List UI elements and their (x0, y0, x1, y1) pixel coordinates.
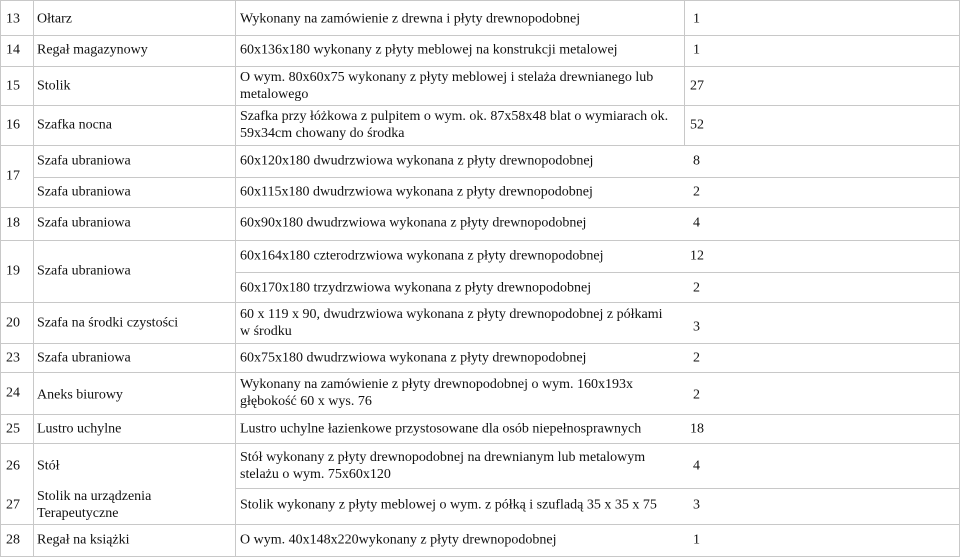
item-quantity: 1 (693, 42, 700, 58)
row-divider (0, 240, 960, 241)
item-quantity: 1 (693, 11, 700, 27)
item-name: Szafa na środki czystości (37, 315, 179, 331)
item-description: 60x136x180 wykonany z płyty meblowej na konstrukcji metalowej (240, 42, 618, 58)
item-name: Szafa ubraniowa (37, 350, 131, 366)
item-name: Lustro uchylne (37, 421, 122, 437)
row-number: 19 (6, 263, 20, 279)
item-name: Szafa ubraniowa (37, 184, 131, 200)
row-divider (0, 35, 960, 36)
row-number: 15 (6, 78, 20, 94)
item-description: 60 x 119 x 90, dwudrzwiowa wykonana z płyty drewnopodobnej z półkami w środku (240, 307, 663, 339)
column-divider (235, 0, 236, 557)
row-divider (235, 488, 960, 489)
row-divider (0, 207, 960, 208)
item-name: Regał na książki (37, 532, 130, 548)
row-number: 20 (6, 315, 20, 331)
row-divider (235, 272, 960, 273)
item-quantity: 27 (690, 78, 704, 94)
item-description: O wym. 80x60x75 wykonany z płyty meblowej i stelaża drewnianego lub metalowego (240, 70, 654, 102)
item-quantity: 2 (693, 350, 700, 366)
item-description: Wykonany na zamówienie z drewna i płyty drewnopodobnej (240, 11, 581, 27)
column-divider (684, 0, 685, 145)
item-name: Aneks biurowy (37, 387, 123, 403)
item-description: O wym. 40x148x220wykonany z płyty drewnopodobnej (240, 532, 557, 548)
item-description: Szafka przy łóżkowa z pulpitem o wym. ok. 87x58x48 blat o wymiarach ok. 59x34cm chowany do środka (240, 109, 669, 141)
row-divider (0, 105, 960, 106)
item-quantity: 2 (693, 184, 700, 200)
row-divider (0, 414, 960, 415)
item-quantity: 52 (690, 117, 704, 133)
item-name: Szafka nocna (37, 117, 113, 133)
item-quantity: 12 (690, 248, 704, 264)
row-number: 26 (6, 458, 20, 474)
row-number: 16 (6, 117, 20, 133)
row-number: 27 (6, 497, 20, 513)
row-number: 23 (6, 350, 20, 366)
item-description: 60x120x180 dwudrzwiowa wykonana z płyty drewnopodobnej (240, 153, 594, 169)
row-divider (0, 145, 960, 146)
row-number: 18 (6, 215, 20, 231)
item-quantity: 2 (693, 280, 700, 296)
row-divider (33, 177, 960, 178)
item-name: Stół (37, 458, 60, 474)
item-quantity: 8 (693, 153, 700, 169)
item-description: Stół wykonany z płyty drewnopodobnej na drewnianym lub metalowym stelażu o wym. 75x60x120 (240, 450, 646, 482)
item-quantity: 4 (693, 215, 700, 231)
item-name: Ołtarz (37, 11, 72, 27)
item-description: 60x170x180 trzydrzwiowa wykonana z płyty drewnopodobnej (240, 280, 592, 296)
row-number: 13 (6, 11, 20, 27)
item-quantity: 18 (690, 421, 704, 437)
item-description: Wykonany na zamówienie z płyty drewnopodobnej o wym. 160x193x głębokość 60 x wys. 76 (240, 377, 634, 409)
item-quantity: 3 (693, 319, 700, 335)
item-description: Stolik wykonany z płyty meblowej o wym. z półką i szufladą 35 x 35 x 75 (240, 497, 657, 513)
item-description: 60x75x180 dwudrzwiowa wykonana z płyty drewnopodobnej (240, 350, 587, 366)
column-divider (0, 0, 1, 557)
item-description: 60x115x180 dwudrzwiowa wykonana z płyty drewnopodobnej (240, 184, 593, 200)
row-divider (0, 443, 960, 444)
column-divider (33, 0, 34, 557)
row-divider (0, 343, 960, 344)
item-quantity: 2 (693, 387, 700, 403)
item-description: Lustro uchylne łazienkowe przystosowane dla osób niepełnosprawnych (240, 421, 642, 437)
item-name: Szafa ubraniowa (37, 215, 131, 231)
row-number: 28 (6, 532, 20, 548)
row-divider (0, 0, 960, 1)
row-number: 25 (6, 421, 20, 437)
row-divider (0, 66, 960, 67)
item-name: Stolik na urządzenia Terapeutyczne (37, 489, 152, 521)
row-number: 24 (6, 385, 20, 401)
row-divider (0, 524, 960, 525)
item-description: 60x164x180 czterodrzwiowa wykonana z płyty drewnopodobnej (240, 248, 604, 264)
row-number: 17 (6, 168, 20, 184)
item-quantity: 4 (693, 458, 700, 474)
item-name: Szafa ubraniowa (37, 263, 131, 279)
item-name: Stolik (37, 78, 71, 94)
item-description: 60x90x180 dwudrzwiowa wykonana z płyty drewnopodobnej (240, 215, 587, 231)
row-number: 14 (6, 42, 20, 58)
row-divider (0, 302, 960, 303)
item-quantity: 3 (693, 497, 700, 513)
item-name: Regał magazynowy (37, 42, 148, 58)
item-name: Szafa ubraniowa (37, 153, 131, 169)
row-divider (0, 372, 960, 373)
item-quantity: 1 (693, 532, 700, 548)
